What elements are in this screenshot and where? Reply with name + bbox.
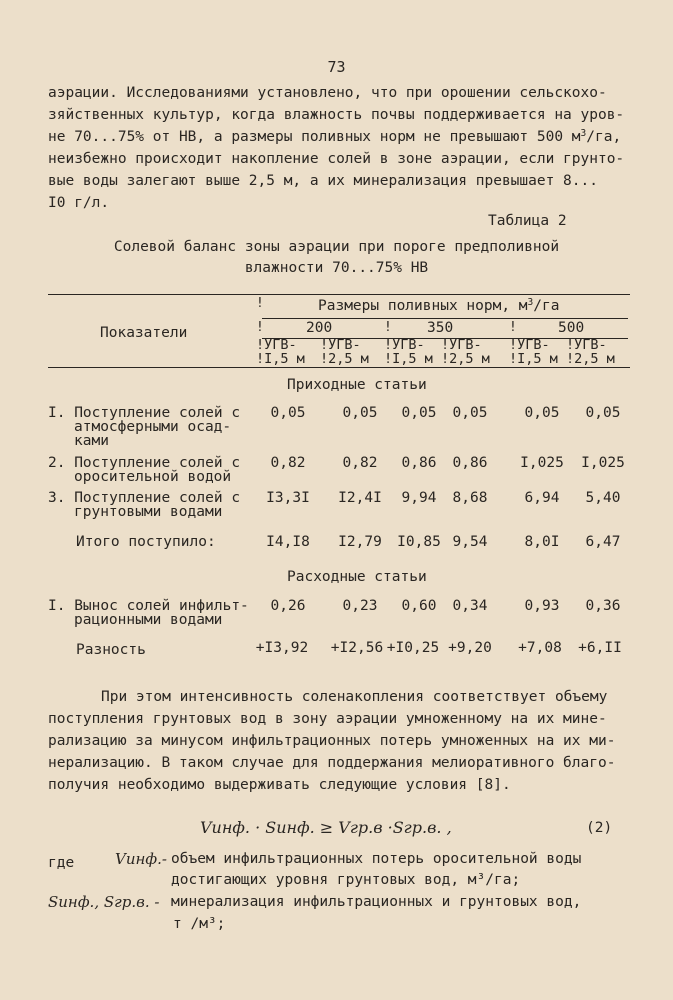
def1-line-1: объем инфильтрационных потерь оросительной воды: [171, 851, 582, 867]
intro-line-3-tail: /га,: [586, 129, 622, 145]
norm-350: 350: [427, 320, 454, 336]
subcol-3: !УГВ- !I,5 м: [384, 337, 433, 367]
row3-label-1: 3. Поступление солей с: [48, 490, 241, 506]
row2-label-2: оросительной водой: [74, 469, 232, 485]
intro-line-3-sup: 3: [580, 128, 587, 139]
header-bottom-rule: [48, 367, 630, 368]
row1-v2: 0,05: [342, 405, 378, 421]
exp1-v2: 0,23: [342, 598, 378, 614]
diff-v6: +6,II: [578, 640, 622, 656]
def1-line-2: достигающих уровня грунтовых вод, м³/га;: [171, 872, 521, 888]
diff-v3: +I0,25: [386, 640, 440, 656]
intro-line-3: [48, 129, 621, 145]
header-bar-1: !: [256, 296, 264, 311]
row3-v1: I3,3I: [266, 490, 310, 506]
def1-term: Vинф.-: [115, 850, 167, 868]
row3-label-2: грунтовыми водами: [74, 504, 223, 520]
row2-v6: I,025: [581, 455, 625, 471]
subcol-2: !УГВ- !2,5 м: [320, 337, 369, 367]
total-v5: 8,0I: [524, 534, 560, 550]
exp1-v6: 0,36: [585, 598, 621, 614]
row1-v1: 0,05: [270, 405, 306, 421]
exp1-label-2: рационными водами: [74, 612, 223, 628]
exp1-v5: 0,93: [524, 598, 560, 614]
section-income: Приходные статьи: [287, 377, 427, 393]
row1-label-3: ками: [74, 433, 109, 449]
row3-v6: 5,40: [585, 490, 621, 506]
subcol-1: !УГВ- !I,5 м: [256, 337, 305, 367]
row1-v6: 0,05: [585, 405, 621, 421]
para-line-2: поступления грунтовых вод в зону аэрации умноженному на их мине-: [48, 711, 607, 727]
exp1-v1: 0,26: [270, 598, 306, 614]
row1-label-1: I. Поступление солей с: [48, 405, 241, 421]
intro-line-5: вые воды залегают выше 2,5 м, а их минерализация превышает 8...: [48, 173, 598, 189]
norm-sep-1: !: [384, 320, 392, 335]
exp1-v4: 0,34: [452, 598, 488, 614]
row1-v4: 0,05: [452, 405, 488, 421]
diff-v4: +9,20: [448, 640, 492, 656]
diff-label: Разность: [76, 642, 146, 658]
table-label: Таблица 2: [488, 213, 567, 229]
intro-line-1: аэрации. Исследованиями установлено, что при орошении сельскохо-: [48, 85, 607, 101]
total-label: Итого поступило:: [76, 534, 216, 550]
para-line-4: нерализацию. В таком случае для поддержания мелиоративного благо-: [48, 755, 616, 771]
total-v4: 9,54: [452, 534, 488, 550]
where-word: где: [48, 855, 75, 871]
row1-label-2: атмосферными осад-: [74, 419, 232, 435]
subcol-6: !УГВ- !2,5 м: [566, 337, 615, 367]
row2-v4: 0,86: [452, 455, 488, 471]
row1-v3: 0,05: [401, 405, 437, 421]
row1-v5: 0,05: [524, 405, 560, 421]
norms-header-sup: 3: [527, 297, 534, 308]
subcol-4: !УГВ- !2,5 м: [441, 337, 490, 367]
formula: Vинф. · Sинф. ≥ Vгр.в ·Sгр.в. ,: [200, 818, 452, 837]
norms-rule: [262, 318, 628, 319]
row2-v5: I,025: [520, 455, 564, 471]
diff-v1: +I3,92: [255, 640, 309, 656]
norms-header-text: Размеры поливных норм, м: [318, 298, 528, 314]
row2-v3: 0,86: [401, 455, 437, 471]
row3-v5: 6,94: [524, 490, 560, 506]
page-number: 73: [327, 58, 346, 76]
table-top-rule: [48, 294, 630, 295]
para-line-3: рализацию за минусом инфильтрационных потерь умноженных на их ми-: [48, 733, 616, 749]
row3-v4: 8,68: [452, 490, 488, 506]
norms-header: [318, 298, 559, 314]
intro-line-4: неизбежно происходит накопление солей в зоне аэрации, если грунто-: [48, 151, 625, 167]
para-line-1: При этом интенсивность соленакопления соответствует объему: [101, 689, 608, 705]
row3-v2: I2,4I: [338, 490, 382, 506]
total-v3: I0,85: [397, 534, 441, 550]
norm-500: 500: [558, 320, 585, 336]
intro-line-6: I0 г/л.: [48, 195, 110, 211]
para-line-5: получия необходимо выдерживать следующие условия [8].: [48, 777, 511, 793]
total-v2: I2,79: [338, 534, 382, 550]
table-title-2: влажности 70...75% НВ: [244, 260, 429, 276]
row3-v3: 9,94: [401, 490, 437, 506]
exp1-label-1: I. Вынос солей инфильт-: [48, 598, 249, 614]
intro-line-2: зяйственных культур, когда влажность почвы поддерживается на уров-: [48, 107, 625, 123]
row2-v2: 0,82: [342, 455, 378, 471]
norm-200: 200: [306, 320, 333, 336]
row2-label-1: 2. Поступление солей с: [48, 455, 241, 471]
row2-v1: 0,82: [270, 455, 306, 471]
header-bar-2: !: [256, 320, 264, 335]
norm-sep-2: !: [509, 320, 517, 335]
table-title-1: Солевой баланс зоны аэрации при пороге предполивной: [113, 239, 560, 255]
section-expense: Расходные статьи: [287, 569, 427, 585]
col-indicator-header: Показатели: [100, 325, 188, 341]
def2-term: Sинф., Sгр.в. -: [48, 893, 160, 911]
def2-line-2: т /м³;: [173, 916, 226, 932]
diff-v2: +I2,56: [330, 640, 384, 656]
formula-number: (2): [586, 820, 613, 836]
diff-v5: +7,08: [518, 640, 562, 656]
total-v1: I4,I8: [266, 534, 310, 550]
total-v6: 6,47: [585, 534, 621, 550]
def2-line-1: минерализация инфильтрационных и грунтовых вод,: [171, 894, 582, 910]
intro-line-3-text: не 70...75% от НВ, а размеры поливных норм не превышают 500 м: [48, 129, 581, 145]
norms-header-tail: /га: [533, 298, 560, 314]
exp1-v3: 0,60: [401, 598, 437, 614]
subcol-5: !УГВ- !I,5 м: [509, 337, 558, 367]
